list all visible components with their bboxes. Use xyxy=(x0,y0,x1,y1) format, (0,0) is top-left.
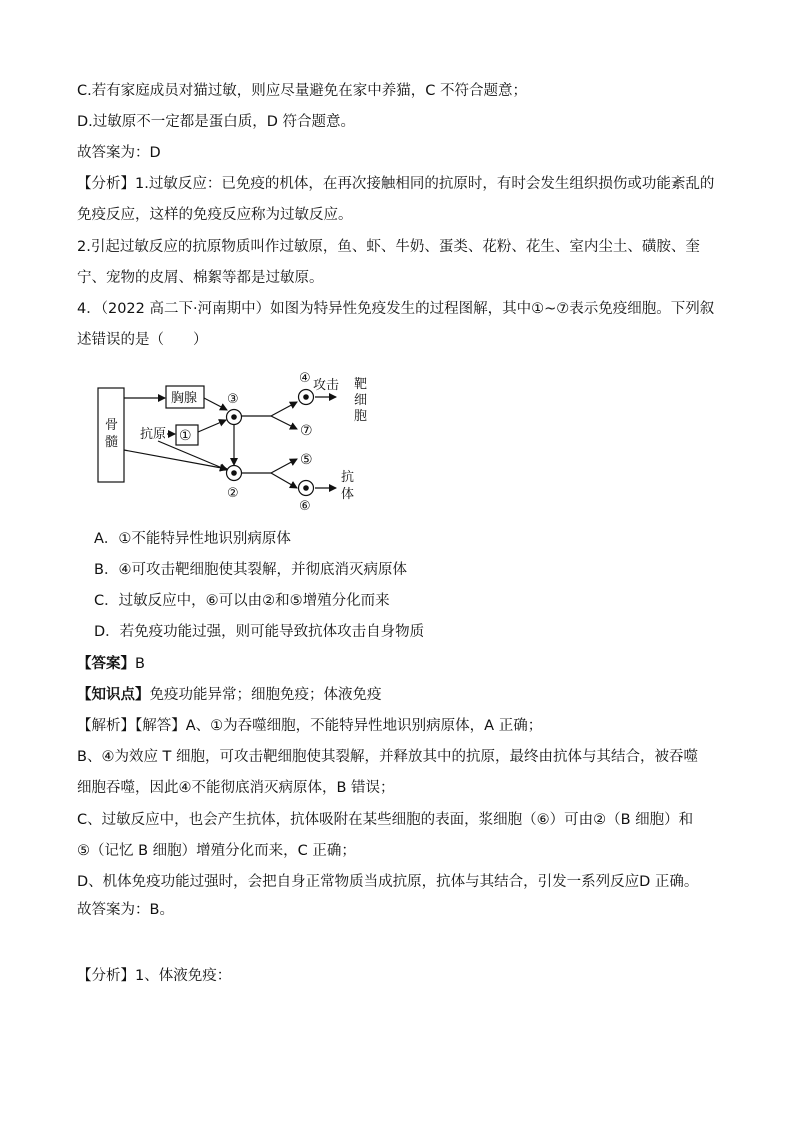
text-line: D.过敏原不一定都是蛋白质，D 符合题意。 xyxy=(77,114,356,130)
option-b: B．④可攻击靶细胞使其裂解，并彻底消灭病原体 xyxy=(94,562,407,578)
answer-label: 【答案】 xyxy=(77,656,135,672)
analysis-line: 细胞吞噬，因此④不能彻底消灭病原体，B 错误； xyxy=(77,780,395,796)
target-cell-label: 靶 xyxy=(354,377,368,392)
cell-1-label: ① xyxy=(179,428,192,444)
analysis-line: D、机体免疫功能过强时，会把自身正常物质当成抗原，抗体与其结合，引发一系列反应D 正确。 xyxy=(77,874,699,890)
cell-6-label: ⑥ xyxy=(299,499,311,514)
knowledge-line xyxy=(77,685,382,705)
text-line: 宁、宠物的皮屑、棉絮等都是过敏原。 xyxy=(77,270,324,286)
cell-4-label: ④ xyxy=(299,371,311,386)
analysis-line: C、过敏反应中，也会产生抗体，抗体吸附在某些细胞的表面，浆细胞（⑥）可由②（B 细胞）和 xyxy=(77,812,694,828)
text-line: 2.引起过敏反应的抗原物质叫作过敏原，鱼、虾、牛奶、蛋类、花粉、花生、室内尘土、磺胺、奎 xyxy=(77,239,700,255)
antibody-label: 体 xyxy=(341,487,355,502)
antibody-label: 抗 xyxy=(341,470,355,485)
question-stem-line: 4．（2022 高二下·河南期中）如图为特异性免疫发生的过程图解，其中①~⑦表示免疫细胞。下列叙 xyxy=(77,301,715,317)
option-d: D．若免疫功能过强，则可能导致抗体攻击自身物质 xyxy=(94,624,425,640)
analysis-line: ⑤（记忆 B 细胞）增殖分化而来，C 正确； xyxy=(77,843,356,859)
immune-process-diagram xyxy=(96,362,386,522)
analysis-heading: 【分析】1、体液免疫： xyxy=(77,968,232,984)
text-line: 【分析】1.过敏反应：已免疫的机体，在再次接触相同的抗原时，有时会发生组织损伤或功能紊乱的 xyxy=(77,176,715,192)
bone-marrow-label: 髓 xyxy=(105,435,119,450)
knowledge-value: 免疫功能异常；细胞免疫；体液免疫 xyxy=(149,687,382,703)
target-cell-label: 胞 xyxy=(354,409,368,424)
cell-5-label: ⑤ xyxy=(300,452,313,468)
attack-label: 攻击 xyxy=(313,378,340,393)
analysis-line: B、④为效应 T 细胞，可攻击靶细胞使其裂解，并释放其中的抗原，最终由抗体与其结合，被吞噬 xyxy=(77,749,699,765)
cell-2-label: ② xyxy=(227,486,239,501)
text-line: 故答案为：D xyxy=(77,145,161,161)
cell-3-label: ③ xyxy=(227,392,239,407)
option-a: A．①不能特异性地识别病原体 xyxy=(94,531,291,547)
bone-marrow-label: 骨 xyxy=(105,418,119,433)
answer-line xyxy=(77,654,145,674)
thymus-label: 胸腺 xyxy=(171,391,198,406)
option-c: C．过敏反应中，⑥可以由②和⑤增殖分化而来 xyxy=(94,593,390,609)
antigen-label: 抗原 xyxy=(140,427,167,442)
target-cell-label: 细 xyxy=(354,393,368,408)
cell-7-label: ⑦ xyxy=(300,423,313,439)
question-stem-line: 述错误的是（ ） xyxy=(77,332,208,348)
text-line: C.若有家庭成员对猫过敏，则应尽量避免在家中养猫，C 不符合题意； xyxy=(77,83,527,99)
knowledge-label: 【知识点】 xyxy=(77,687,150,703)
answer-value: B xyxy=(135,656,145,672)
text-line: 免疫反应，这样的免疫反应称为过敏反应。 xyxy=(77,207,353,223)
analysis-line: 【解析】【解答】A、①为吞噬细胞，不能特异性地识别病原体，A 正确； xyxy=(77,718,543,734)
analysis-line: 故答案为：B。 xyxy=(77,902,174,918)
